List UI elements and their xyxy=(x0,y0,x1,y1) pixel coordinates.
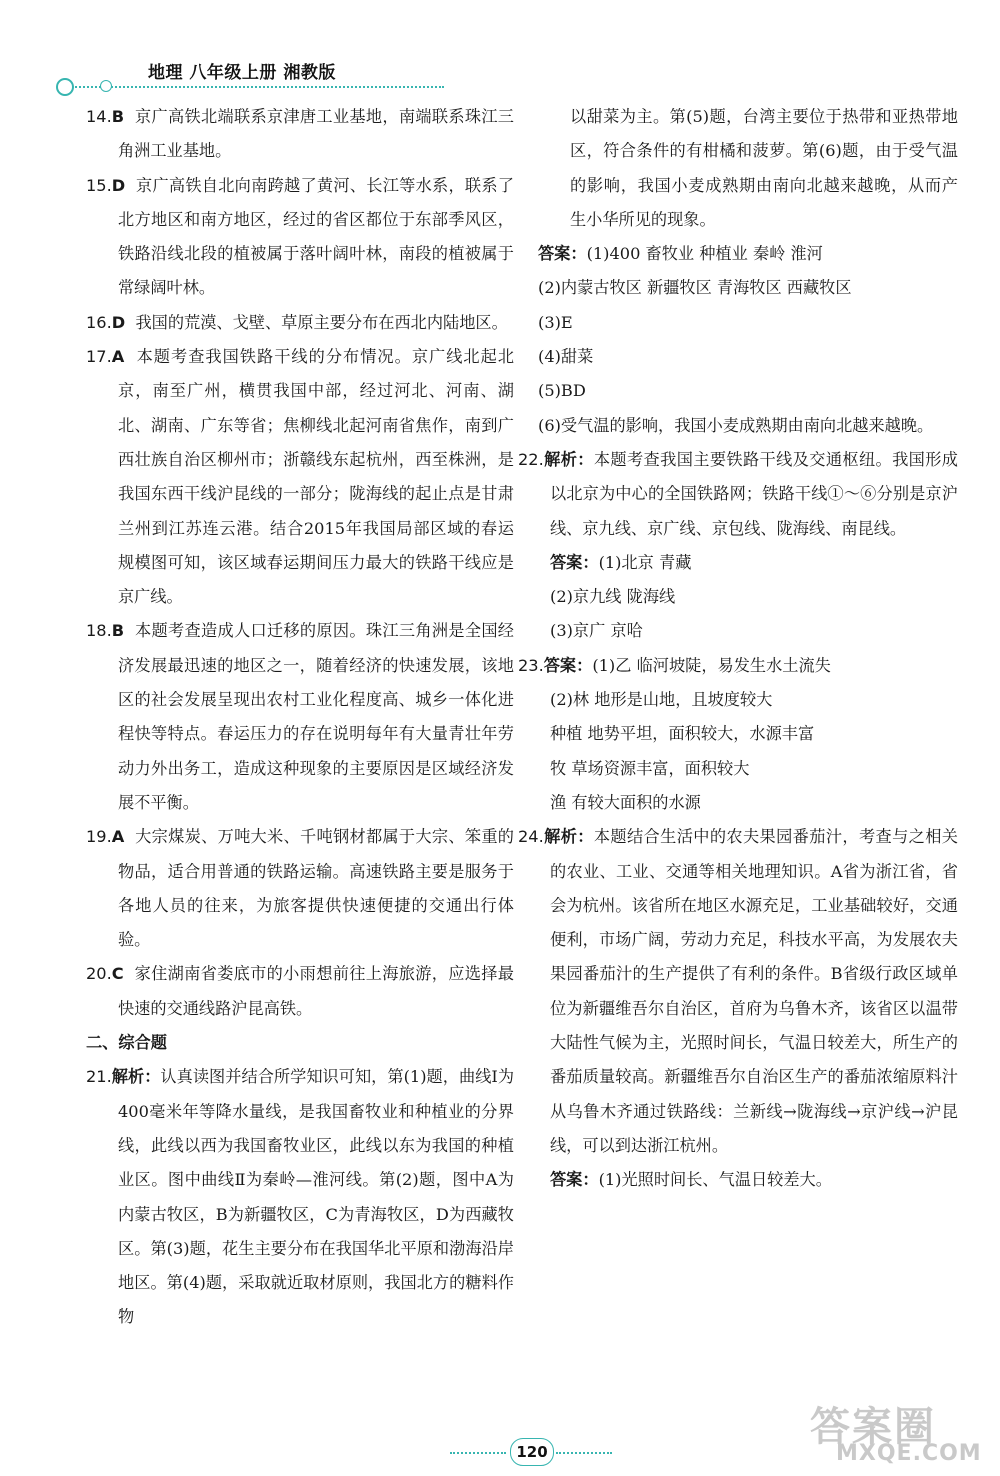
answer-text: (1)乙 临河坡陡，易发生水土流失 xyxy=(592,655,831,675)
question-number: 16. xyxy=(86,312,112,332)
explanation-text: 本题结合生活中的农夫果园番茄汁，考查与之相关的农业、工业、交通等相关地理知识。A省为浙江省，省会为杭州。该省所在地区水源充足，工业基础较好，交通便利，市场广阔，劳动力充足，科技水平高，为发展农夫果园番茄汁的生产提供了有利的条件。B省级行政区域单位为新疆维吾尔自治区，首府为乌鲁木齐，该省区以温带大陆性气候为主，光照时间长，气温日较差大，所生产的番茄质量较高。新疆维吾尔自治区生产的番茄浓缩原料汁从乌鲁木齐通过铁路线：兰新线→陇海线→京沪线→沪昆线，可以到达浙江杭州。 xyxy=(550,827,958,1155)
answer-choice: A xyxy=(111,347,125,367)
question-21-analysis-continued xyxy=(538,100,958,237)
analysis-label: 解析： xyxy=(543,827,594,847)
watermark-logo xyxy=(800,1395,990,1471)
question-24-answers xyxy=(550,1163,958,1197)
question-21-analysis xyxy=(86,1060,514,1334)
answer-line: (6)受气温的影响，我国小麦成熟期由南向北越来越晚。 xyxy=(538,415,934,435)
explanation-text: 本题考查我国主要铁路干线及交通枢纽。我国形成以北京为中心的全国铁路网；铁路干线①～⑥分别是京沪线、京九线、京广线、京包线、陇海线、南昆线。 xyxy=(550,449,958,538)
watermark-text: 答案圈 xyxy=(810,1404,936,1450)
question-number: 15. xyxy=(86,175,112,195)
answer-text: (1)400 畜牧业 种植业 秦岭 淮河 xyxy=(586,244,823,264)
header-ornament-small-icon xyxy=(100,80,112,92)
answer-line: (2)京九线 陇海线 xyxy=(550,587,676,607)
header-divider xyxy=(64,86,444,88)
answer-choice: A xyxy=(111,827,125,847)
question-17 xyxy=(86,340,514,614)
question-22-analysis xyxy=(518,443,958,546)
answer-line: (4)甜菜 xyxy=(538,347,594,367)
question-21-answers xyxy=(538,237,958,443)
page-header xyxy=(60,56,480,100)
question-number: 18. xyxy=(86,621,112,641)
question-16 xyxy=(86,306,514,340)
answer-text: (1)北京 青藏 xyxy=(598,552,692,572)
page-footer xyxy=(450,1438,610,1464)
question-22-answers xyxy=(550,546,958,649)
question-23-answers xyxy=(518,649,958,820)
answer-line: (3)京广 京哈 xyxy=(550,621,643,641)
section-title: 二、综合题 xyxy=(86,1033,167,1053)
explanation-text: 京广高铁北端联系京津唐工业基地，南端联系珠江三角洲工业基地。 xyxy=(118,107,514,161)
answer-choice: D xyxy=(111,175,126,195)
explanation-text: 本题考查我国铁路干线的分布情况。京广线北起北京，南至广州，横贯我国中部，经过河北、河南、湖北、湖南、广东等省；焦柳线北起河南省焦作，南到广西壮族自治区柳州市；浙赣线东起杭州，西至株洲，是我国东西干线沪昆线的一部分；陇海线的起止点是甘肃兰州到江苏连云港。结合2015年我国局部区域的春运规模图可知，该区域春运期间压力最大的铁路干线应是京广线。 xyxy=(118,347,515,607)
footer-divider-right xyxy=(556,1452,612,1454)
question-number: 20. xyxy=(86,964,112,984)
right-column xyxy=(518,100,958,1198)
answer-choice: B xyxy=(111,107,125,126)
answer-label: 答案： xyxy=(550,1170,599,1190)
explanation-text: 本题考查造成人口迁移的原因。珠江三角洲是全国经济发展最迅速的地区之一，随着经济的快速发展，该地区的社会发展呈现出农村工业化程度高、城乡一体化进程快等特点。春运压力的存在说明每年有大量青壮年劳动力外出务工，造成这种现象的主要原因是区域经济发展不平衡。 xyxy=(118,621,514,812)
page-number: 120 xyxy=(510,1438,554,1466)
explanation-text: 家住湖南省娄底市的小雨想前往上海旅游，应选择最快速的交通线路沪昆高铁。 xyxy=(118,964,514,1018)
question-number: 21. xyxy=(86,1067,112,1087)
answer-line: (5)BD xyxy=(538,381,586,401)
question-18 xyxy=(86,614,514,820)
explanation-text: 大宗煤炭、万吨大米、千吨钢材都属于大宗、笨重的物品，适合用普通的铁路运输。高速铁路主要是服务于各地人员的往来，为旅客提供快速便捷的交通出行体验。 xyxy=(118,827,514,950)
question-number: 14. xyxy=(86,107,112,126)
answer-line: 种植 地势平坦，面积较大，水源丰富 xyxy=(550,724,815,744)
analysis-label: 解析： xyxy=(543,449,594,469)
answer-line: 渔 有较大面积的水源 xyxy=(550,792,701,812)
question-24-analysis xyxy=(518,820,958,1163)
answer-label: 答案： xyxy=(538,244,587,264)
left-column xyxy=(86,100,514,1335)
answer-choice: D xyxy=(111,312,126,332)
watermark-url: MXQE.COM xyxy=(836,1441,982,1466)
question-number: 17. xyxy=(86,347,112,367)
question-number: 19. xyxy=(86,827,112,847)
answer-line: (3)E xyxy=(538,312,573,332)
question-14 xyxy=(86,100,514,169)
answer-line: (2)林 地形是山地，且坡度较大 xyxy=(550,690,773,710)
question-number: 22. xyxy=(518,449,544,469)
answer-label: 答案： xyxy=(550,552,599,572)
footer-divider-left xyxy=(450,1452,506,1454)
answer-line xyxy=(518,649,958,683)
answer-line xyxy=(550,546,958,580)
analysis-label: 解析： xyxy=(111,1067,161,1087)
answer-choice: B xyxy=(111,621,125,641)
answer-text: (1)光照时间长、气温日较差大。 xyxy=(598,1170,832,1190)
question-20 xyxy=(86,957,514,1026)
question-19 xyxy=(86,820,514,957)
header-ornament-icon xyxy=(56,78,74,96)
question-number: 24. xyxy=(518,827,544,847)
explanation-text: 以甜菜为主。第(5)题，台湾主要位于热带和亚热带地区，符合条件的有柑橘和菠萝。第(6)题，由于受气温的影响，我国小麦成熟期由南向北越来越晚，从而产生小华所见的现象。 xyxy=(570,107,958,229)
answer-line xyxy=(538,237,958,271)
answer-line: 牧 草场资源丰富，面积较大 xyxy=(550,758,750,778)
answer-line: (2)内蒙古牧区 新疆牧区 青海牧区 西藏牧区 xyxy=(538,278,852,298)
question-15 xyxy=(86,169,514,306)
question-number: 23. xyxy=(518,655,544,675)
answer-line xyxy=(550,1163,958,1197)
explanation-text: 我国的荒漠、戈壁、草原主要分布在西北内陆地区。 xyxy=(135,312,508,332)
answer-choice: C xyxy=(111,964,124,984)
explanation-text: 京广高铁自北向南跨越了黄河、长江等水系，联系了北方地区和南方地区，经过的省区都位于东部季风区，铁路沿线北段的植被属于落叶阔叶林，南段的植被属于常绿阔叶林。 xyxy=(118,175,514,298)
explanation-text: 认真读图并结合所学知识可知，第(1)题，曲线Ⅰ为400毫米年等降水量线，是我国畜牧业和种植业的分界线，此线以西为我国畜牧业区，此线以东为我国的种植业区。图中曲线Ⅱ为秦岭—淮河线。第(2)题，图中A为内蒙古牧区，B为新疆牧区，C为青海牧区，D为西藏牧区。第(3)题，花生主要分布在我国华北平原和渤海沿岸地区。第(4)题，采取就近取材原则，我国北方的糖料作物 xyxy=(118,1067,515,1327)
header-title: 地理 八年级上册 湘教版 xyxy=(148,63,336,83)
answer-label: 答案： xyxy=(543,655,593,675)
